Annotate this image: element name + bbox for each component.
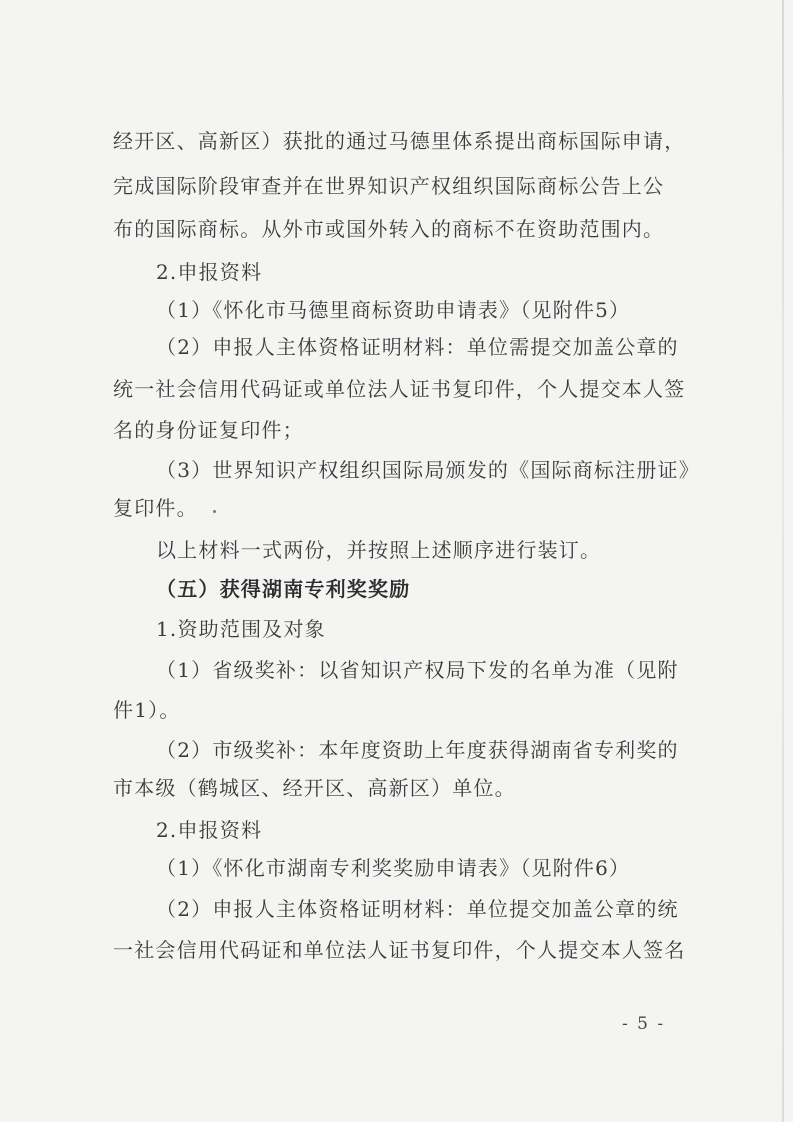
- list-item: （2）市级奖补：本年度资助上年度获得湖南省专利奖的: [156, 738, 679, 762]
- list-item: （1）《怀化市湖南专利奖奖励申请表》（见附件6）: [156, 856, 631, 880]
- list-item: （1）《怀化市马德里商标资助申请表》（见附件5）: [156, 298, 631, 322]
- body-text-line: 布的国际商标。从外市或国外转入的商标不在资助范围内。: [113, 217, 665, 241]
- body-text-line: 统一社会信用代码证或单位法人证书复印件，个人提交本人签: [113, 377, 686, 401]
- body-text-line: 经开区、高新区）获批的通过马德里体系提出商标国际申请，: [113, 129, 686, 153]
- body-text-line: 件1）。: [113, 698, 181, 722]
- list-item: （3）世界知识产权组织国际局颁发的《国际商标注册证》: [156, 458, 700, 482]
- section-subheading: 2.申报资料: [156, 818, 263, 842]
- list-item: （2）申报人主体资格证明材料：单位提交加盖公章的统: [156, 897, 679, 921]
- body-text-line: 名的身份证复印件；: [113, 418, 304, 442]
- body-text-line: 复印件。: [113, 496, 198, 520]
- page-number: - 5 -: [622, 1014, 666, 1034]
- section-subheading: 2.申报资料: [156, 260, 263, 284]
- section-subheading: 1.资助范围及对象: [156, 617, 326, 641]
- section-heading: （五）获得湖南专利奖奖励: [156, 577, 411, 601]
- body-text-line: 一社会信用代码证和单位法人证书复印件，个人提交本人签名: [113, 938, 686, 962]
- list-item: （1）省级奖补：以省知识产权局下发的名单为准（见附: [156, 658, 679, 682]
- list-item: （2）申报人主体资格证明材料：单位需提交加盖公章的: [156, 335, 679, 359]
- body-text-line: 完成国际阶段审查并在世界知识产权组织国际商标公告上公: [113, 174, 665, 198]
- body-text-line: 市本级（鹤城区、经开区、高新区）单位。: [113, 776, 516, 800]
- scan-speck: [213, 510, 216, 513]
- body-text-line: 以上材料一式两份，并按照上述顺序进行装订。: [156, 538, 602, 562]
- scan-edge-shadow: [782, 0, 784, 1122]
